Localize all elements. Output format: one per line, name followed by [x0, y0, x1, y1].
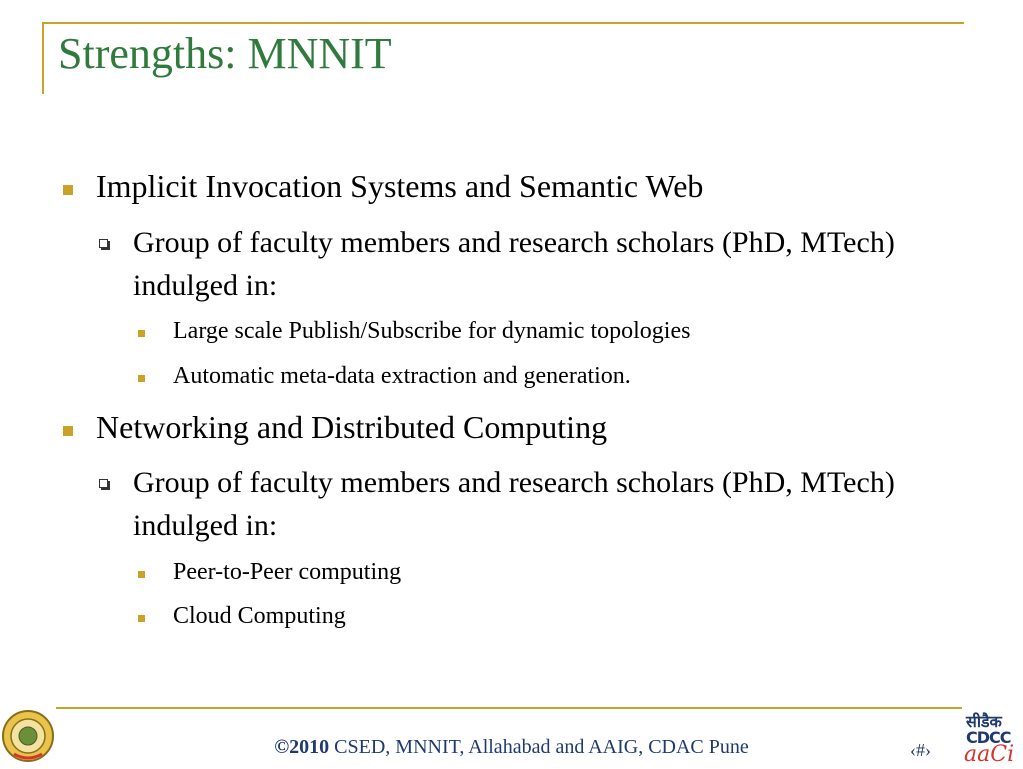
checkbox-bullet-icon [99, 239, 108, 248]
bullet-text: Networking and Distributed Computing [96, 409, 608, 445]
checkbox-bullet-icon [99, 479, 108, 488]
bullet-text: Implicit Invocation Systems and Semantic Web [96, 168, 704, 204]
square-bullet-icon [138, 375, 145, 382]
square-bullet-icon [138, 615, 145, 622]
square-bullet-icon [63, 185, 73, 195]
square-bullet-icon [138, 571, 145, 578]
footer-divider [56, 707, 962, 709]
bullet-text: Large scale Publish/Subscribe for dynamic topologies [173, 318, 691, 344]
page-number: ‹#› [910, 740, 931, 760]
logo-aaci-text: aaCi [964, 742, 1015, 767]
bullet-text: Group of faculty members and research scholars (PhD, MTech) indulged in: [133, 226, 895, 302]
logo-hindi-text: सीडैक [966, 712, 1002, 731]
cdac-logo-icon [962, 710, 1020, 766]
footer-copyright: ©2010 [274, 736, 330, 758]
bullet-text: Automatic meta-data extraction and generation. [173, 363, 631, 389]
square-bullet-icon [138, 330, 145, 337]
bullet-text: Group of faculty members and research scholars (PhD, MTech) indulged in: [133, 466, 895, 542]
footer-text [0, 736, 1023, 759]
square-bullet-icon [63, 426, 73, 436]
slide-title: Strengths: MNNIT [58, 29, 392, 78]
footer-credits: CSED, MNNIT, Allahabad and AAIG, CDAC Pune [329, 736, 749, 758]
bullet-text: Cloud Computing [173, 603, 346, 629]
bullet-text: Peer-to-Peer computing [173, 559, 402, 585]
logo-cdac-text: CDCC [966, 728, 1011, 747]
